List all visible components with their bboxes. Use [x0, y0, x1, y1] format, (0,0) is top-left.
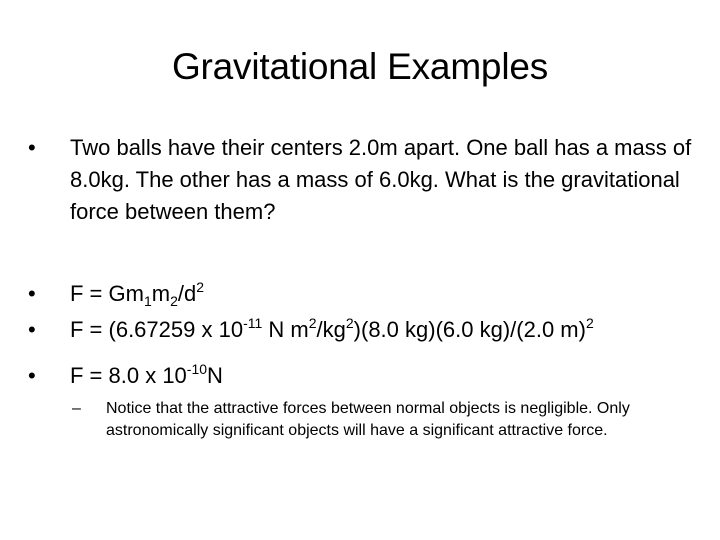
- bullet-dot: •: [28, 363, 36, 388]
- substitution-exponent: 2: [345, 315, 354, 331]
- formula-subscript: 1: [143, 293, 152, 309]
- substitution-part: N m: [262, 317, 309, 342]
- substitution-exponent: -11: [243, 315, 263, 331]
- formula-part: m: [151, 281, 171, 306]
- result-text: [70, 360, 710, 392]
- bullet-dot: •: [28, 317, 36, 342]
- result-part: F = 8.0 x 10: [70, 363, 187, 388]
- result-exponent: -10: [186, 361, 208, 377]
- substitution-part: /kg: [316, 317, 346, 342]
- formula-part: F = Gm: [70, 281, 144, 306]
- substitution-text: [70, 314, 710, 346]
- note-text: Notice that the attractive forces between normal objects is negligible. Only astronomically significant objects will have a significant attractive force.: [106, 400, 630, 439]
- sub-bullet-dash: –: [72, 400, 81, 417]
- bullet-dot: •: [28, 135, 36, 160]
- bullet-dot: •: [28, 281, 36, 306]
- substitution-exponent: 2: [585, 315, 594, 331]
- problem-text: Two balls have their centers 2.0m apart. One ball has a mass of 8.0kg. The other has a mass of 6.0kg. What is the gravitational force between them?: [70, 135, 692, 224]
- slide-title: Gravitational Examples: [171, 46, 549, 87]
- formula-part: /d: [177, 281, 197, 306]
- result-part: N: [207, 363, 223, 388]
- formula-subscript: 2: [170, 293, 178, 309]
- substitution-exponent: 2: [308, 315, 317, 331]
- substitution-part: )(8.0 kg)(6.0 kg)/(2.0 m): [353, 317, 586, 342]
- formula-text: [70, 278, 710, 310]
- formula-superscript: 2: [196, 279, 205, 295]
- substitution-part: F = (6.67259 x 10: [70, 317, 244, 342]
